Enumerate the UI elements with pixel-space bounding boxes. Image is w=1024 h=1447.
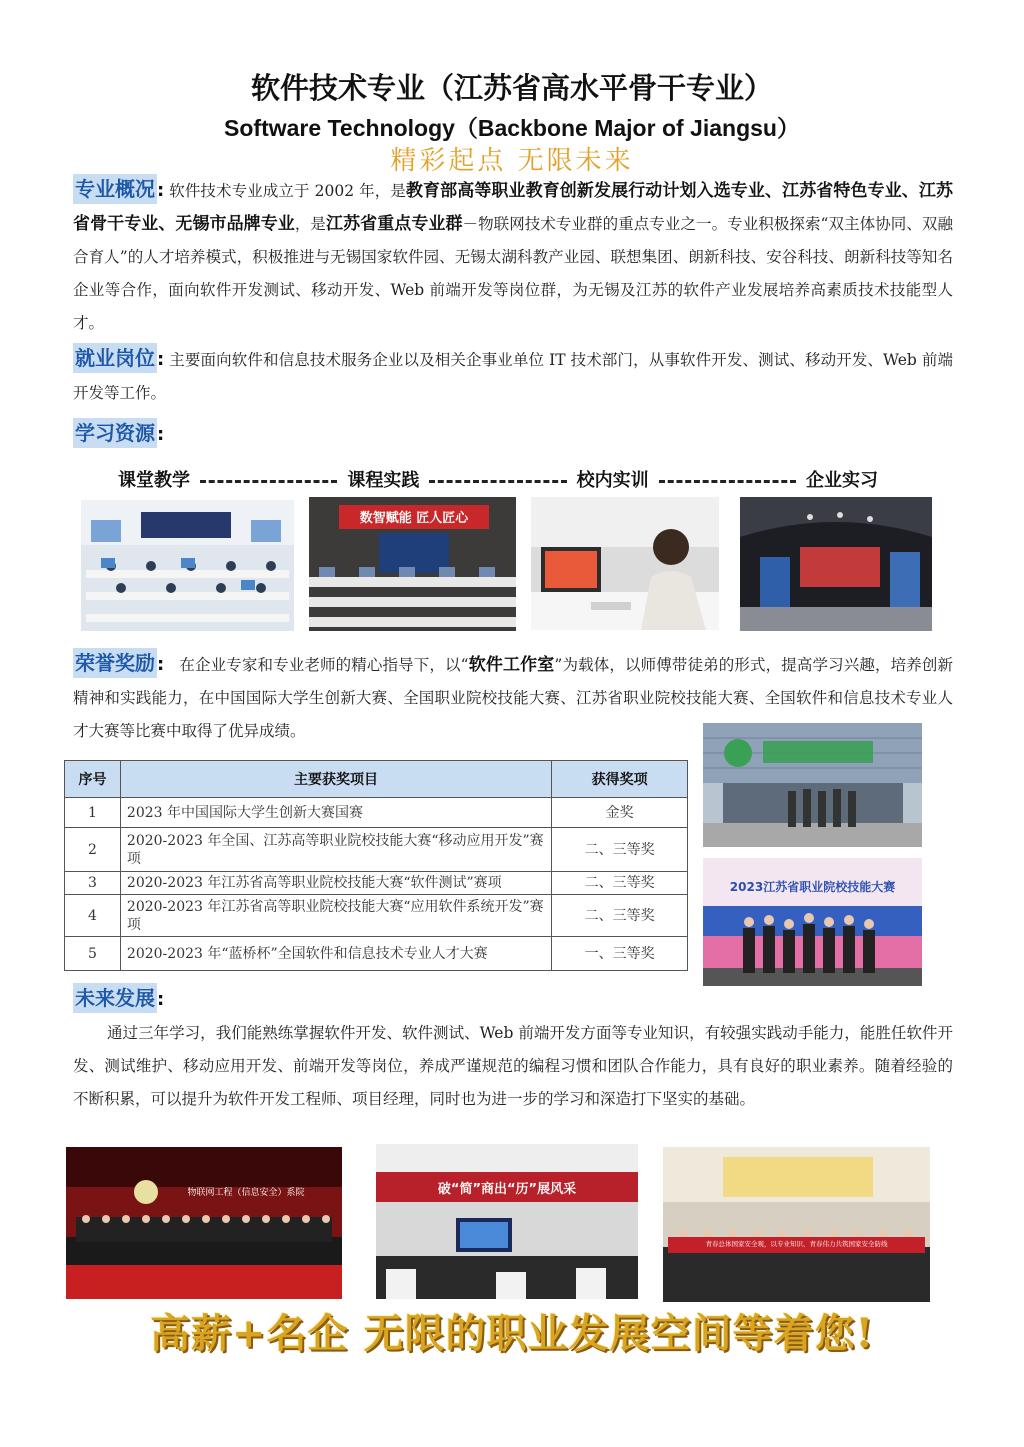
overview-text-3: －物联网技术专业群的重点专业之一。专业积极探索“双主体协同、双融合育人”的人才培养模式，积极推进与无锡国家软件园、无锡太湖科教产业园、联想集团、朗新科技、安谷科技、朗新科技等知名企业等合作，面向软件开发测试、移动开发、Web 前端开发等岗位群，为无锡及江苏的软件产业发展培养高素质技术技能型人才。 (73, 215, 953, 332)
honors-heading: 荣誉奖励 (73, 648, 157, 678)
security-banner-text: 青春总体国家安全观，以专业知识、青春伟力共筑国家安全防线 (705, 1240, 888, 1248)
header-number: 序号 (65, 761, 121, 798)
ceremony-banner-text: 物联网工程（信息安全）系院 (187, 1188, 305, 1198)
future-heading: 未来发展 (73, 983, 157, 1013)
table-row (65, 828, 688, 872)
row-number: 1 (65, 798, 121, 828)
practice-photo (309, 497, 516, 631)
classroom-photo (81, 500, 294, 631)
row-award: 金奖 (552, 798, 688, 828)
row-item: 2023 年中国国际大学生创新大赛国赛 (120, 798, 551, 828)
header-award: 获得奖项 (552, 761, 688, 798)
resources-heading: 学习资源 (73, 418, 157, 448)
honors-text-1: 在企业专家和专业老师的精心指导下，以“ (179, 656, 469, 674)
overview-text-1: 软件技术专业成立于 2002 年，是 (169, 182, 406, 200)
award-building-photo (703, 723, 922, 847)
overview-bold-1: 教育部高等职业教育创新发展行动计划入选专业、江苏省特色专业、江苏省骨干专业、无锡市品牌专业 (73, 181, 953, 234)
table-row (65, 872, 688, 895)
awards-table (64, 760, 688, 971)
overview-heading: 专业概况 (73, 174, 157, 204)
honors-bold-1: 软件工作室 (468, 655, 555, 675)
row-number: 4 (65, 895, 121, 937)
row-number: 2 (65, 828, 121, 872)
page-subtitle: Software Technology（Backbone Major of Jiangsu） (224, 115, 800, 141)
row-item: 2020-2023 年江苏省高等职业院校技能大赛“应用软件系统开发”赛项 (120, 895, 551, 937)
resources-colon: : (157, 424, 165, 445)
overview-colon: : (157, 180, 165, 201)
security-photo (663, 1147, 930, 1302)
contest-banner-text: 2023江苏省职业院校技能大赛 (729, 880, 896, 894)
training-photo (531, 497, 719, 630)
header-item: 主要获奖项目 (120, 761, 551, 798)
flow-dash (200, 480, 337, 483)
overview-bold-2: 江苏省重点专业群 (326, 214, 463, 234)
row-item: 2020-2023 年“蓝桥杯”全国软件和信息技术专业人才大赛 (120, 937, 551, 971)
row-number: 5 (65, 937, 121, 971)
future-colon: : (157, 989, 165, 1010)
page-title: 软件技术专业（江苏省高水平骨干专业） (250, 71, 773, 105)
row-award: 一、三等奖 (552, 937, 688, 971)
overview-text-2: ，是 (294, 215, 326, 233)
row-award: 二、三等奖 (552, 872, 688, 895)
jobs-section (73, 343, 953, 410)
overview-section (73, 174, 953, 340)
practice-banner-text: 数智赋能 匠人匠心 (359, 511, 469, 526)
jobs-text: 主要面向软件和信息技术服务企业以及相关企事业单位 IT 技术部门，从事软件开发、测试、移动开发、Web 前端开发等工作。 (73, 351, 953, 402)
award-contest-photo (703, 858, 922, 986)
jobs-colon: : (157, 349, 165, 370)
resource-step-practice: 课程实践 (347, 470, 420, 491)
resource-step-training: 校内实训 (576, 470, 649, 491)
row-item: 2020-2023 年全国、江苏高等职业院校技能大赛“移动应用开发”赛项 (120, 828, 551, 872)
table-row (65, 895, 688, 937)
activity-photo (376, 1144, 638, 1299)
future-text: 通过三年学习，我们能熟练掌握软件开发、软件测试、Web 前端开发方面等专业知识，有较强实践动手能力，能胜任软件开发、测试维护、移动应用开发、前端开发等岗位，养成严谨规范的编程习惯和团队合作能力，具有良好的职业素养。随着经验的不断积累，可以提升为软件开发工程师、项目经理，同时也为进一步的学习和深造打下坚实的基础。 (73, 1024, 953, 1108)
row-number: 3 (65, 872, 121, 895)
internship-photo (740, 497, 932, 631)
table-header-row (65, 761, 688, 798)
flow-dash (429, 480, 566, 483)
row-item: 2020-2023 年江苏省高等职业院校技能大赛“软件测试”赛项 (120, 872, 551, 895)
jobs-heading: 就业岗位 (73, 343, 157, 373)
footer-slogan: 高薪+名企 无限的职业发展空间等着您! (150, 1310, 874, 1357)
honors-text-2: ”为载体，以师傅带徒弟的形式，提高学习兴趣，培养创新精神和实践能力，在中国国际大学生创新大赛、全国职业院校技能大赛、江苏省职业院校技能大赛、全国软件和信息技术专业人才大赛等比赛中取得了优异成绩。 (73, 656, 954, 740)
row-award: 二、三等奖 (552, 895, 688, 937)
activity-banner-text: 破“简”商出“历”展风采 (437, 1182, 577, 1197)
resources-section (73, 418, 164, 448)
future-section (73, 983, 953, 1116)
resource-step-internship: 企业实习 (805, 470, 878, 491)
flow-dash (659, 480, 796, 483)
table-row (65, 937, 688, 971)
resource-step-classroom: 课堂教学 (118, 470, 190, 491)
header-slogan: 精彩起点 无限未来 (390, 146, 634, 176)
honors-colon: : (157, 654, 165, 675)
ceremony-photo (66, 1147, 342, 1299)
resources-flow (118, 464, 878, 494)
row-award: 二、三等奖 (552, 828, 688, 872)
table-row (65, 798, 688, 828)
